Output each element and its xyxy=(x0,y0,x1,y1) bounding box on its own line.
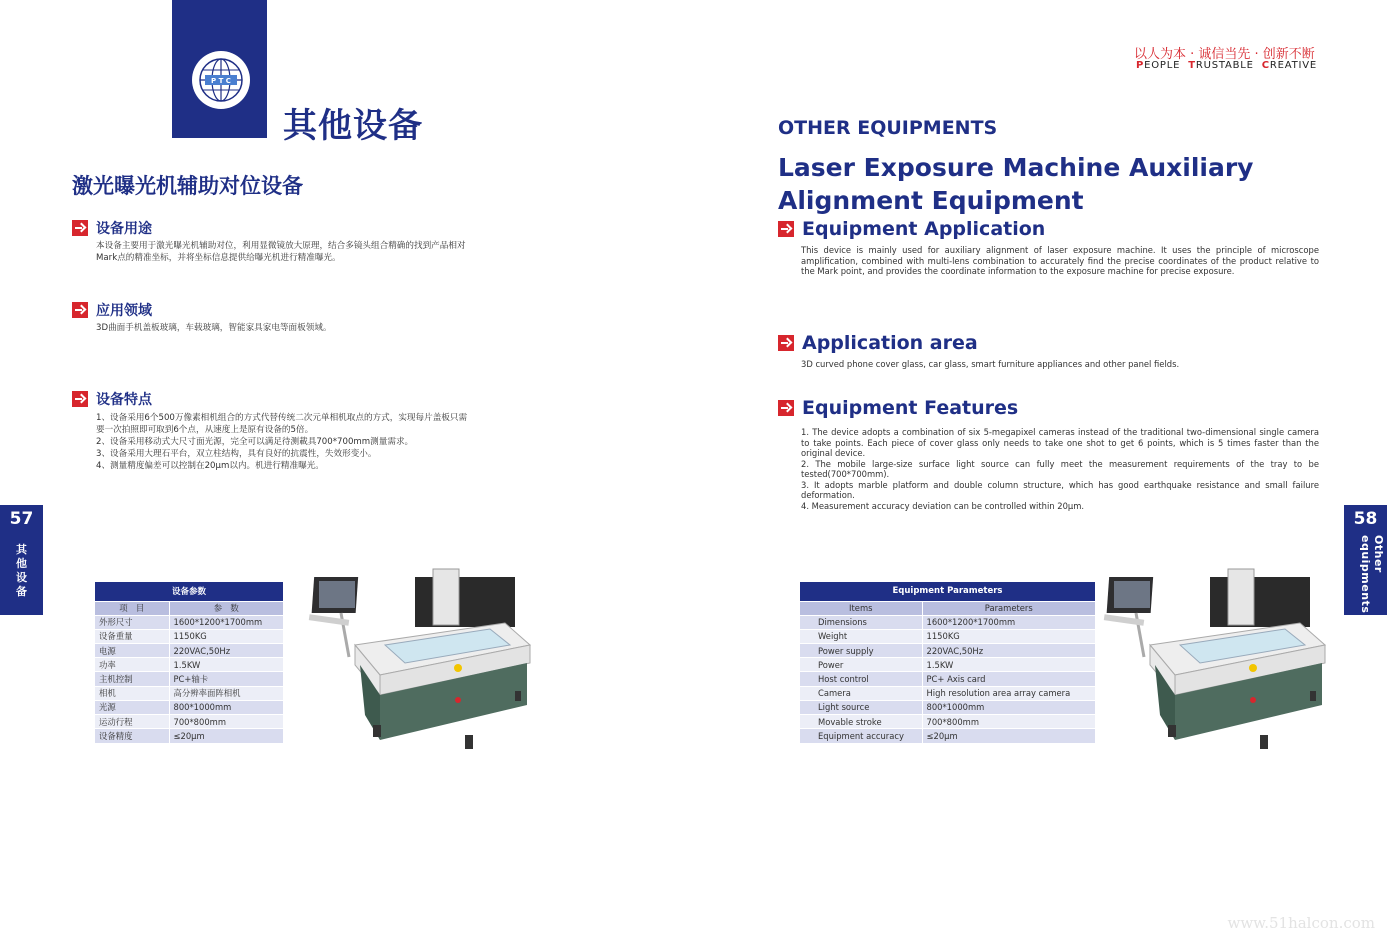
arrow-right-icon xyxy=(72,391,88,407)
table-row xyxy=(800,658,1095,672)
section-title: 应用领域 xyxy=(96,303,152,319)
cell-item: Dimensions xyxy=(800,615,922,629)
table-header-row xyxy=(800,601,1095,615)
table-row xyxy=(95,715,283,729)
cell-value: PC+ Axis card xyxy=(922,672,1095,686)
cell-item: Light source xyxy=(800,700,922,714)
text-line: 3. It adopts marble platform and double column structure, which has good earthquake resistance and small failure deformation. xyxy=(801,479,1319,500)
cell-value: ≤20μm xyxy=(922,729,1095,743)
section-title: Equipment Application xyxy=(802,218,1046,240)
cell-item: 功率 xyxy=(95,658,169,672)
machine-image-right xyxy=(1100,565,1330,765)
section-body-application xyxy=(96,322,526,334)
column-header: Items xyxy=(800,601,922,615)
page-title: 其他设备 xyxy=(283,106,423,146)
cell-value: 700*800mm xyxy=(169,715,283,729)
table-row xyxy=(95,615,283,629)
cell-item: Movable stroke xyxy=(800,715,922,729)
table-row xyxy=(800,729,1095,743)
cell-item: 设备精度 xyxy=(95,729,169,743)
table-header-row xyxy=(95,601,283,615)
cell-value: 700*800mm xyxy=(922,715,1095,729)
text-line: 1、设备采用6个500万像素相机组合的方式代替传统二次元单相机取点的方式，实现每片盖板只需 xyxy=(96,413,468,423)
section-heading-features xyxy=(72,389,152,409)
table-row xyxy=(800,644,1095,658)
slogan-word: EOPLE xyxy=(1144,60,1181,71)
cell-value: 1600*1200*1700mm xyxy=(922,615,1095,629)
cell-item: Weight xyxy=(800,629,922,643)
cell-value: 220VAC,50Hz xyxy=(169,644,283,658)
slogan-word: REATIVE xyxy=(1269,60,1318,71)
cell-item: 电源 xyxy=(95,644,169,658)
arrow-right-icon xyxy=(72,302,88,318)
text-line: 2. The mobile large-size surface light source can fully meet the measurement requirements of the tray to be tested(700*700mm). xyxy=(801,458,1319,479)
section-heading-usage xyxy=(72,218,152,238)
watermark: www.51halcon.com xyxy=(1227,914,1375,932)
table-row xyxy=(800,715,1095,729)
cell-value: 220VAC,50Hz xyxy=(922,644,1095,658)
category-title: OTHER EQUIPMENTS xyxy=(778,117,998,139)
ptc-globe-logo xyxy=(191,50,251,110)
slogan-english xyxy=(1136,60,1317,71)
table-row xyxy=(95,686,283,700)
cell-value: 1600*1200*1700mm xyxy=(169,615,283,629)
cell-item: 光源 xyxy=(95,700,169,714)
text-line: 3、设备采用大理石平台，双立柱结构，具有良好的抗震性，失效形变小。 xyxy=(96,449,377,459)
table-caption: Equipment Parameters xyxy=(800,582,1095,601)
cell-item: 运动行程 xyxy=(95,715,169,729)
cell-item: Power xyxy=(800,658,922,672)
table-row xyxy=(800,700,1095,714)
cell-item: 相机 xyxy=(95,686,169,700)
arrow-right-icon xyxy=(778,221,794,237)
cell-item: Equipment accuracy xyxy=(800,729,922,743)
cell-value: ≤20μm xyxy=(169,729,283,743)
section-title: Application area xyxy=(802,332,978,354)
text-line: 本设备主要用于激光曝光机辅助对位，利用显微镜放大原理，结合多镜头组合精确的找到产品相对 xyxy=(96,241,466,251)
side-label: Other equipments xyxy=(1359,535,1385,614)
cell-value: 1.5KW xyxy=(169,658,283,672)
side-label: 其他设备 xyxy=(16,543,27,598)
table-row xyxy=(95,700,283,714)
cell-value: 800*1000mm xyxy=(922,700,1095,714)
slogan-initial: C xyxy=(1261,60,1270,71)
parameters-table-right xyxy=(800,582,1095,743)
section-body-usage xyxy=(96,240,526,264)
table-row xyxy=(95,629,283,643)
column-header: Parameters xyxy=(922,601,1095,615)
slogan-initial: P xyxy=(1136,60,1145,71)
text-line: Mark点的精准坐标，并将坐标信息提供给曝光机进行精准曝光。 xyxy=(96,253,341,263)
cell-item: 主机控制 xyxy=(95,672,169,686)
cell-value: 1150KG xyxy=(922,629,1095,643)
product-title: 激光曝光机辅助对位设备 xyxy=(72,174,303,198)
table-row xyxy=(800,672,1095,686)
cell-value: PC+轴卡 xyxy=(169,672,283,686)
slogan-chinese: 以人为本 · 诚信当先 · 创新不断 xyxy=(1134,47,1315,62)
section-title: 设备特点 xyxy=(96,392,152,408)
cell-item: Host control xyxy=(800,672,922,686)
section-title: Equipment Features xyxy=(802,397,1019,419)
arrow-right-icon xyxy=(778,335,794,351)
cell-value: 1150KG xyxy=(169,629,283,643)
cell-item: Camera xyxy=(800,686,922,700)
slogan-initial: T xyxy=(1188,60,1196,71)
section-heading-features-en xyxy=(778,397,1018,419)
section-heading-application-en xyxy=(778,218,1045,240)
table-row xyxy=(800,686,1095,700)
page-number: 57 xyxy=(9,509,34,529)
arrow-right-icon xyxy=(72,220,88,236)
section-heading-application xyxy=(72,300,152,320)
section-body-area-en: 3D curved phone cover glass, car glass, smart furniture appliances and other panel fields. xyxy=(801,359,1180,369)
text-line: 3D曲面手机盖板玻璃，车载玻璃，智能家具家电等面板领域。 xyxy=(96,323,332,333)
table-row xyxy=(95,644,283,658)
title-line: Alignment Equipment xyxy=(778,186,1084,215)
slogan-word: RUSTABLE xyxy=(1195,60,1254,71)
cell-item: Power supply xyxy=(800,644,922,658)
table-row xyxy=(95,672,283,686)
table-row xyxy=(800,629,1095,643)
section-heading-area-en xyxy=(778,332,978,354)
arrow-right-icon xyxy=(778,400,794,416)
page-number-tab-left xyxy=(0,505,43,615)
text-line: 1. The device adopts a combination of six 5-megapixel cameras instead of the traditional two-dimensional single camera to take points. Each piece of cover glass only needs to take one shot to get 6 points, which is 5 times faster than the original device. xyxy=(801,427,1319,458)
table-row xyxy=(800,615,1095,629)
page-number: 58 xyxy=(1353,509,1378,529)
text-line: 4、测量精度偏差可以控制在20μm以内。机进行精准曝光。 xyxy=(96,461,324,471)
cell-item: 外形尺寸 xyxy=(95,615,169,629)
section-body-features xyxy=(96,412,526,472)
section-body-application-en: This device is mainly used for auxiliary alignment of laser exposure machine. It uses the principle of microscope amplification, combined with multi-lens combination to accurately find the precise coordinates of the product relative to the Mark point, and provides the coordinate information to the exposure machine for precise exposure. xyxy=(801,245,1319,276)
parameters-table-left xyxy=(95,582,283,743)
cell-value: 1.5KW xyxy=(922,658,1095,672)
text-line: 4. Measurement accuracy deviation can be controlled within 20μm. xyxy=(801,500,1085,511)
title-line: Laser Exposure Machine Auxiliary xyxy=(778,153,1254,182)
page-number-tab-right xyxy=(1344,505,1387,615)
text-line: 要一次拍照即可取到6个点，从速度上是原有设备的5倍。 xyxy=(96,425,314,435)
cell-value: 800*1000mm xyxy=(169,700,283,714)
cell-item: 设备重量 xyxy=(95,629,169,643)
machine-image-left xyxy=(305,565,535,765)
table-row xyxy=(95,658,283,672)
logo-block xyxy=(172,0,267,138)
text-line: 2、设备采用移动式大尺寸面光源，完全可以满足待测載具700*700mm测量需求。 xyxy=(96,437,414,447)
table-caption: 设备参数 xyxy=(95,582,283,601)
column-header: 参 数 xyxy=(169,601,283,615)
section-body-features-en xyxy=(801,427,1319,511)
svg-text:P T C: P T C xyxy=(211,77,231,85)
cell-value: High resolution area array camera xyxy=(922,686,1095,700)
section-title: 设备用途 xyxy=(96,221,152,237)
table-row xyxy=(95,729,283,743)
column-header: 项 目 xyxy=(95,601,169,615)
product-title-english xyxy=(778,151,1253,217)
cell-value: 高分辨率面阵相机 xyxy=(169,686,283,700)
